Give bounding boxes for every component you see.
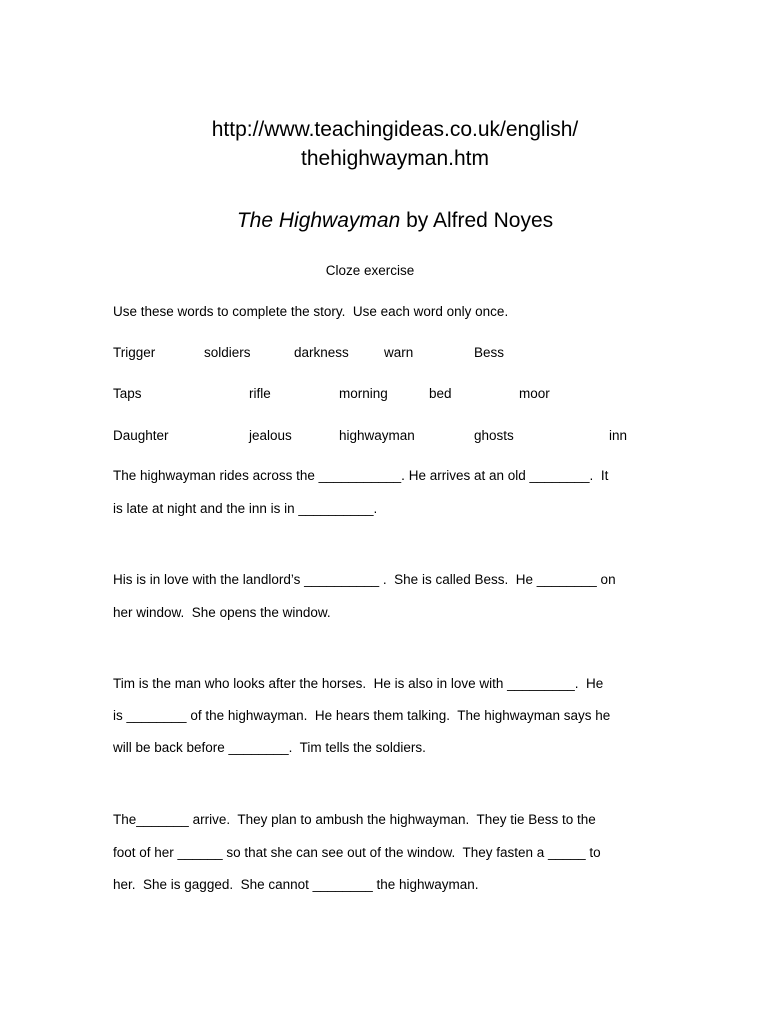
word-bank-item: Bess [474,345,505,360]
word-bank-item: inn [609,428,628,443]
story-line: is ________ of the highwayman. He hears them talking. The highwayman says he [113,708,611,723]
word-bank-item: highwayman [339,428,415,443]
word-bank-item: darkness [294,345,349,360]
story-line: her. She is gagged. She cannot ________ the highwayman. [113,877,479,892]
word-bank-item: ghosts [474,428,514,443]
word-bank-item: Trigger [113,345,156,360]
word-bank-item: warn [384,345,414,360]
word-bank-item: soldiers [204,345,251,360]
word-bank-item: rifle [249,386,271,401]
word-bank-item: jealous [249,428,292,443]
story-line: The_______ arrive. They plan to ambush the highwayman. They tie Bess to the [113,812,596,827]
word-bank-item: Taps [113,386,142,401]
story-line: her window. She opens the window. [113,605,331,620]
title-author: by Alfred Noyes [400,209,554,232]
story-line: Tim is the man who looks after the horses. He is also in love with _________. He [113,676,604,691]
word-bank-item: morning [339,386,388,401]
word-bank-item: Daughter [113,428,169,443]
story-line: The highwayman rides across the ___________. He arrives at an old ________. It [113,468,609,483]
instructions: Use these words to complete the story. Use each word only once. [113,304,509,319]
story-line: foot of her ______ so that she can see out of the window. They fasten a _____ to [113,845,601,860]
title-poem-name: The Highwayman [236,209,401,232]
story-line: will be back before ________. Tim tells the soldiers. [113,740,426,755]
source-url-line1: http://www.teachingideas.co.uk/english/ [211,118,579,141]
word-bank-item: moor [519,386,550,401]
word-bank-item: bed [429,386,452,401]
story-line: is late at night and the inn is in __________. [113,501,378,516]
exercise-subtitle: Cloze exercise [325,263,415,278]
story-line: His is in love with the landlord’s __________ . She is called Bess. He ________ on [113,572,616,587]
page-title [0,206,768,236]
source-url-line2: thehighwayman.htm [301,147,489,170]
